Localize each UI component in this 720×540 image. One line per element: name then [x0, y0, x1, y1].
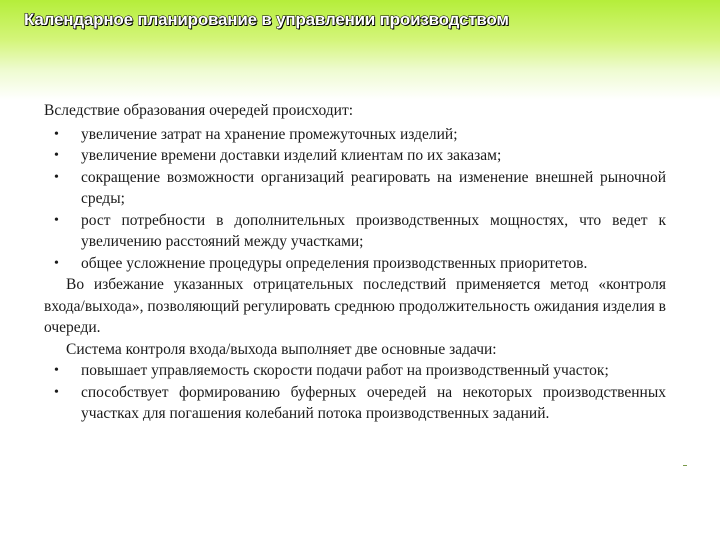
method-paragraph: Во избежание указанных отрицательных последствий применяется метод «контроля входа/выхода», позволяющий регулировать среднюю продолжительность ожидания изделия в очереди.	[44, 276, 666, 336]
list-item: • увеличение затрат на хранение промежуточных изделий;	[44, 124, 666, 146]
list-item: • увеличение времени доставки изделий клиентам по их заказам;	[44, 145, 666, 167]
consequences-list	[44, 124, 666, 275]
bullet-icon: •	[54, 126, 59, 142]
list-item: • способствует формированию буферных очередей на некоторых производственных участках для погашения колебаний потока производственных заданий.	[54, 383, 666, 422]
list-item: • повышает управляемость скорости подачи работ на производственный участок;	[44, 360, 666, 382]
document-body	[44, 100, 666, 425]
bullet-icon: •	[54, 384, 59, 400]
list-item: • рост потребности в дополнительных производственных мощностях, что ведет к увеличению расстояний между участками;	[54, 211, 666, 250]
bullet-icon: •	[54, 212, 59, 228]
bullet-icon: •	[54, 148, 59, 163]
tasks-intro-paragraph: Система контроля входа/выхода выполняет две основные задачи:	[66, 340, 497, 358]
slide-title: Календарное планирование в управлении производством	[24, 10, 509, 29]
list-item: • сокращение возможности организаций реагировать на изменение внешней рыночной среды;	[54, 168, 666, 207]
intro-paragraph: Вследствие образования очередей происходит:	[44, 102, 354, 119]
bullet-icon: •	[54, 255, 59, 271]
list-item: • общее усложнение процедуры определения производственных приоритетов.	[44, 253, 666, 275]
bullet-icon: •	[54, 169, 59, 185]
tasks-list	[44, 360, 666, 425]
bullet-icon: •	[54, 363, 59, 378]
corner-mark	[683, 462, 687, 466]
